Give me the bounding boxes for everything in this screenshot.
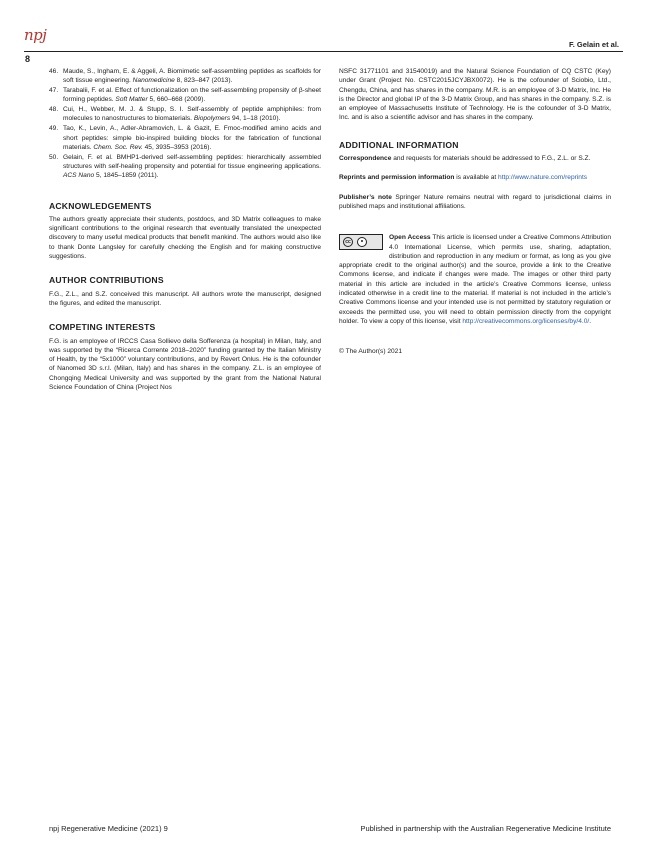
reference-item — [49, 153, 321, 181]
competing-interests-continued: NSFC 31771101 and 31540019) and the Natural Science Foundation of CQ CSTC (Key) under Grant (Project No. CSTC2015JCYJBX0072). He is the cofounder of Sciobio, Ltd., Chengdu, China, and has shares in the company. M.R. is an employee of 3-D Matrix, Inc. He is the Director and global IP of the 3-D Matrix Group, and has shares in the company. S.Z. is an employee of Massachusetts Institute of Technology. He is the cofounder of 3-D Matrix, Inc. and is also a scientific advisor and has shares in the company. — [339, 68, 611, 122]
reprints-body: is available at — [454, 174, 499, 182]
reference-list — [49, 67, 321, 181]
journal-logo: npj — [24, 26, 47, 44]
competing-interests-heading: COMPETING INTERESTS — [49, 322, 156, 333]
creative-commons-badge-icon[interactable] — [339, 234, 383, 250]
reference-number: 46. — [49, 68, 59, 75]
open-access-body: This article is licensed under a Creative Commons Attribution 4.0 International License, which permits use, sharing, adaptation, distribution and reproduction in any medium or format, as long as you give appropriate credit to the original author(s) and the source, provide a link to the Creative Commons license, and indicate if changes were made. The images or other third party material in this article are included in the article’s Creative Commons license, unless indicated otherwise in a credit line to the material. If material is not included in the article’s Creative Commons license and your intended use is not permitted by statutory regulation or exceeds the permitted use, you will need to obtain permission directly from the copyright holder. To view a copy of this license, visit — [339, 234, 611, 325]
reference-text: Gelain, F. et al. BMHP1-derived self-assembling peptides: hierarchically assembled structures with self-healing propensity and potential for tissue engineering applications. — [63, 153, 321, 170]
reference-rest: 5, 660–668 (2009). — [147, 96, 206, 104]
reference-rest: 45, 3935–3953 (2016). — [142, 143, 212, 151]
reprints-link[interactable]: http://www.nature.com/reprints — [498, 174, 588, 182]
license-link[interactable]: http://creativecommons.org/licenses/by/4.0/ — [462, 317, 590, 325]
cc-icon: cc — [343, 237, 353, 247]
reference-item — [49, 105, 321, 124]
publisher-note — [339, 193, 611, 212]
publisher-note-label: Publisher’s note — [339, 193, 392, 201]
header-divider — [24, 51, 623, 52]
reference-item — [49, 67, 321, 86]
attribution-icon — [357, 237, 367, 247]
author-contributions-text: F.G., Z.L., and S.Z. conceived this manuscript. All authors wrote the manuscript, designed the figures, and edited the manuscript. — [49, 290, 321, 307]
reference-number: 48. — [49, 106, 59, 114]
reference-number: 47. — [49, 87, 59, 95]
footer-journal-citation: npj Regenerative Medicine (2021) 9 — [49, 824, 168, 833]
reference-number: 50. — [49, 153, 59, 161]
reference-journal: Chem. Soc. Rev. — [93, 143, 143, 151]
open-access-block — [339, 233, 611, 326]
reference-text: Tarabalii, F. et al. Effect of functionalization on the self-assembling propensity of β-sheet forming peptides. — [63, 87, 321, 104]
open-access-end: . — [589, 317, 592, 325]
reference-journal: Nanomedicine — [132, 77, 175, 85]
running-head: F. Gelain et al. — [568, 40, 619, 49]
reference-journal: Biopolymers — [193, 115, 231, 123]
footer-publisher-note: Published in partnership with the Australian Regenerative Medicine Institute — [360, 824, 611, 833]
reference-number: 49. — [49, 125, 59, 133]
publisher-note-body: Springer Nature remains neutral with regard to jurisdictional claims in published maps and institutional affiliations. — [339, 193, 611, 210]
left-column — [49, 67, 321, 392]
reference-rest: 5, 1845–1859 (2011). — [94, 172, 159, 180]
correspondence-body: and requests for materials should be addressed to F.G., Z.L. or S.Z. — [391, 155, 591, 163]
reference-item — [49, 86, 321, 105]
competing-interests-text: F.G. is an employee of IRCCS Casa Sollievo della Sofferenza (a hospital) in Milan, Italy, and was supported by the “Ricerca Corrente 2018–2020” funding granted by the Italian Ministry of Health, by the “5x1000” voluntary contributions, and by Revert Onlus. He is the cofounder of Nanomed 3D s.r.l. (Milan, Italy) and has shares in the company. Z.L. is an employee of Chongqing Medical University and was supported by the grant from the National Natural Science Foundation of China (Project Nos — [49, 337, 321, 392]
additional-information-heading: ADDITIONAL INFORMATION — [339, 139, 459, 150]
correspondence-text — [339, 154, 611, 163]
reference-rest: 94, 1–18 (2010). — [230, 115, 281, 123]
copyright-notice: © The Author(s) 2021 — [339, 348, 403, 356]
acknowledgements-heading: ACKNOWLEDGEMENTS — [49, 200, 152, 211]
correspondence-label: Correspondence — [339, 155, 392, 163]
reference-text: Tao, K., Levin, A., Adler-Abramovich, L. & Gazit, E. Fmoc-modified amino acids and short peptides: simple bio-inspired building blocks for the fabrication of functional materials. — [63, 125, 321, 151]
reference-journal: Soft Matter — [115, 96, 148, 104]
reference-rest: 8, 823–847 (2013). — [174, 77, 233, 85]
reprints-label: Reprints and permission information — [339, 174, 455, 182]
reprints-text — [339, 173, 611, 182]
reference-text: Maude, S., Ingham, E. & Aggeli, A. Biomimetic self-assembling peptides as scaffolds for soft tissue engineering. — [63, 68, 321, 85]
page-number: 8 — [25, 54, 31, 64]
acknowledgements-text: The authors greatly appreciate their students, postdocs, and 3D Matrix colleagues to make significant contributions to the original research that eventually translated the unexpected discovery to many useful medical products that benefit mankind. The authors would also like to thank Donte Langsley for carefully checking the English and for making constructive suggestions. — [49, 215, 321, 261]
reference-item — [49, 124, 321, 152]
reference-text: Cui, H., Webber, M. J. & Stupp, S. I. Self-assembly of peptide amphiphiles: from molecules to nanostructures to biomaterials. — [63, 106, 321, 123]
right-column — [339, 67, 611, 357]
reference-journal: ACS Nano — [63, 172, 95, 180]
open-access-label: Open Access — [389, 234, 431, 242]
author-contributions-heading: AUTHOR CONTRIBUTIONS — [49, 275, 164, 286]
